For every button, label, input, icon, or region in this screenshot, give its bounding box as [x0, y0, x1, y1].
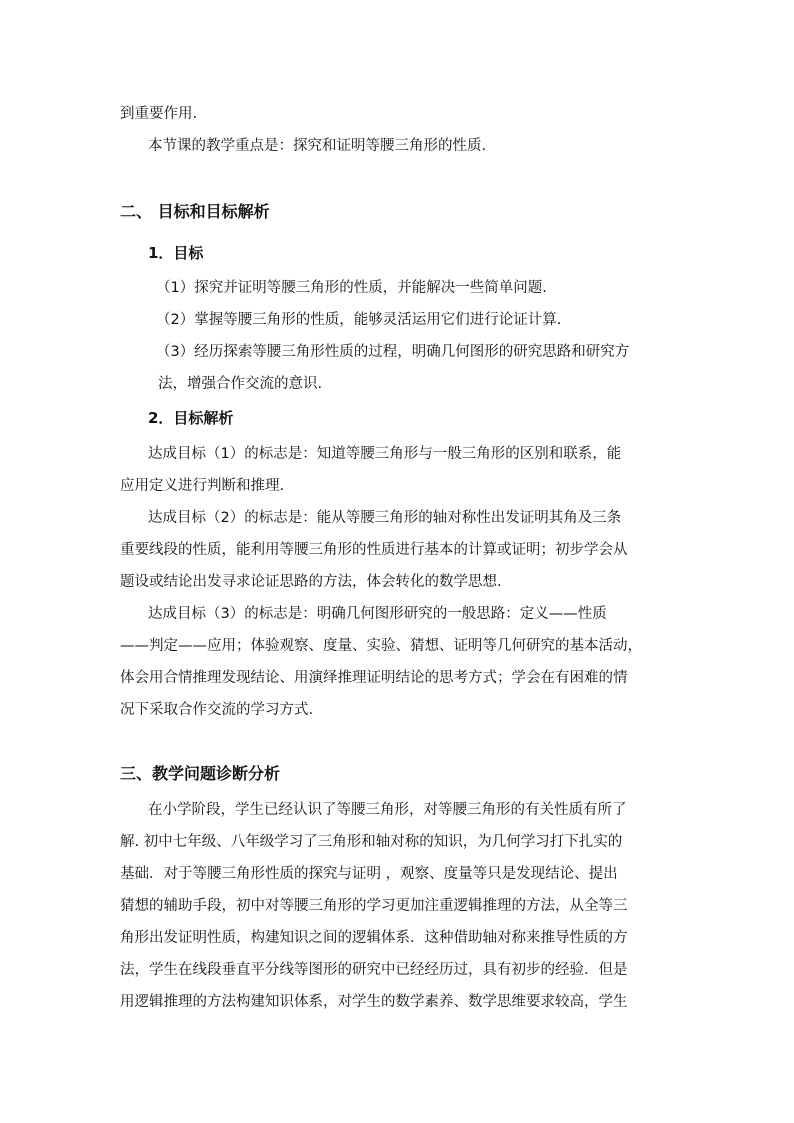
sub2-heading-text: 2．目标解析 — [148, 409, 234, 427]
analysis-p3-line-4: 况下采取合作交流的学习方式. — [120, 702, 314, 718]
goal-item-3-cont: 法，增强合作交流的意识. — [158, 376, 323, 392]
section3-heading — [120, 757, 680, 791]
analysis-p1-line-2: 应用定义进行判断和推理. — [120, 478, 285, 494]
section3-heading-text: 三、教学问题诊断分析 — [120, 764, 281, 783]
section2-goal-list — [120, 272, 680, 400]
intro-block — [120, 98, 680, 162]
intro-line-2: 本节课的教学重点是：探究和证明等腰三角形的性质. — [148, 138, 487, 154]
section3-line-3: 基础．对于等腰三角形性质的探究与证明 ，观察、度量等只是发现结论、提出 — [120, 866, 618, 882]
analysis-p3-line-3: 体会用合情推理发现结论、用演绎推理证明结论的思考方式；学会在有困难的情 — [120, 670, 628, 686]
section2-heading-text: 二、 目标和目标解析 — [120, 202, 270, 221]
analysis-p2-line-2: 重要线段的性质，能利用等腰三角形的性质进行基本的计算或证明；初步学会从 — [120, 542, 628, 558]
section3-line-4: 猜想的辅助手段，初中对等腰三角形的学习更加注重逻辑推理的方法，从全等三 — [120, 898, 628, 914]
section3-line-5: 角形出发证明性质，构建知识之间的逻辑体系．这种借助轴对称来推导性质的方 — [120, 930, 628, 946]
analysis-p3-line-2: ——判定——应用；体验观察、度量、实验、猜想、证明等几何研究的基本活动， — [120, 638, 642, 654]
analysis-p3-line-1: 达成目标（3）的标志是：明确几何图形研究的一般思路：定义——性质 — [148, 606, 607, 622]
section3-line-2: 解. 初中七年级、八年级学习了三角形和轴对称的知识，为几何学习打下扎实的 — [120, 834, 623, 850]
section3-line-7: 用逻辑推理的方法构建知识体系，对学生的数学素养、数学思维要求较高，学生 — [120, 994, 628, 1010]
analysis-p1-line-1: 达成目标（1）的标志是：知道等腰三角形与一般三角形的区别和联系，能 — [148, 446, 622, 462]
section3-paragraph — [120, 794, 680, 1018]
section3-line-1: 在小学阶段，学生已经认识了等腰三角形，对等腰三角形的有关性质有所了 — [148, 802, 627, 818]
section2-heading — [120, 195, 680, 229]
analysis-p2-line-3: 题设或结论出发寻求论证思路的方法，体会转化的数学思想. — [120, 574, 502, 590]
goal-item-3: （3）经历探索等腰三角形性质的过程，明确几何图形的研究思路和研究方 — [156, 344, 630, 360]
goal-item-1: （1）探究并证明等腰三角形的性质，并能解决一些简单问题. — [156, 280, 547, 296]
goal-item-2: （2）掌握等腰三角形的性质，能够灵活运用它们进行论证计算. — [156, 312, 562, 328]
intro-line-1: 到重要作用. — [120, 106, 198, 122]
sub1-heading-text: 1．目标 — [148, 244, 204, 262]
analysis-paragraph-3 — [120, 598, 680, 726]
section2-sub1-heading — [120, 237, 680, 269]
analysis-paragraph-2 — [120, 502, 680, 598]
analysis-p2-line-1: 达成目标（2）的标志是：能从等腰三角形的轴对称性出发证明其角及三条 — [148, 510, 622, 526]
section3-line-6: 法，学生在线段垂直平分线等图形的研究中已经经历过，具有初步的经验．但是 — [120, 962, 628, 978]
analysis-paragraph-1 — [120, 438, 680, 502]
section2-sub2-heading — [120, 402, 680, 434]
